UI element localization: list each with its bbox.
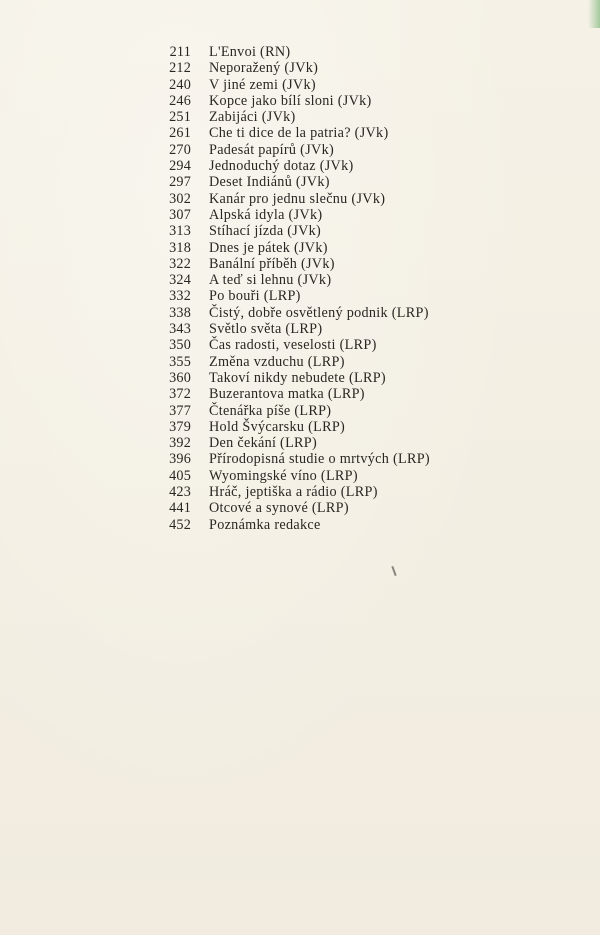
toc-page-number: 423 (169, 484, 191, 501)
toc-page-number: 360 (169, 369, 191, 386)
toc-page-number: 246 (169, 92, 191, 109)
toc-title: Po bouři (LRP) (209, 288, 301, 305)
toc-entry (155, 174, 575, 190)
toc-title: V jiné zemi (JVk) (209, 76, 316, 93)
toc-page-number: 212 (169, 60, 191, 77)
toc-page-number: 452 (169, 516, 191, 533)
toc-title: Světlo světa (LRP) (209, 321, 323, 338)
toc-entry (155, 500, 575, 516)
toc-title: Buzerantova matka (LRP) (209, 386, 365, 403)
toc-page-number: 343 (169, 321, 191, 338)
toc-page-number: 294 (169, 158, 191, 175)
table-of-contents (155, 44, 575, 533)
toc-entry (155, 109, 575, 125)
toc-title: Čas radosti, veselosti (LRP) (209, 337, 377, 354)
toc-entry (155, 125, 575, 141)
toc-entry (155, 484, 575, 500)
toc-page-number: 251 (169, 109, 191, 126)
toc-entry (155, 419, 575, 435)
toc-title: A teď si lehnu (JVk) (209, 272, 332, 289)
toc-page-number: 332 (169, 288, 191, 305)
toc-entry (155, 240, 575, 256)
toc-title: Hold Švýcarsku (LRP) (209, 418, 346, 435)
toc-title: Padesát papírů (JVk) (209, 141, 334, 158)
toc-entry (155, 223, 575, 239)
toc-entry (155, 77, 575, 93)
toc-page-number: 322 (169, 255, 191, 272)
toc-title: Deset Indiánů (JVk) (209, 174, 330, 191)
toc-title: Poznámka redakce (209, 516, 321, 533)
toc-entry (155, 435, 575, 451)
toc-title: Dnes je pátek (JVk) (209, 239, 328, 256)
toc-page-number: 270 (169, 141, 191, 158)
toc-title: Otcové a synové (LRP) (209, 500, 349, 517)
toc-page-number: 379 (169, 418, 191, 435)
toc-page-number: 313 (169, 223, 191, 240)
toc-title: Hráč, jeptiška a rádio (LRP) (209, 484, 378, 501)
toc-page-number: 297 (169, 174, 191, 191)
toc-entry (155, 207, 575, 223)
toc-page-number: 318 (169, 239, 191, 256)
toc-entry (155, 468, 575, 484)
toc-title: Wyomingské víno (LRP) (209, 467, 358, 484)
toc-entry (155, 517, 575, 533)
toc-title: Přírodopisná studie o mrtvých (LRP) (209, 451, 430, 468)
toc-page-number: 211 (169, 44, 191, 60)
toc-entry (155, 158, 575, 174)
toc-title: Neporažený (JVk) (209, 60, 319, 77)
toc-title: Stíhací jízda (JVk) (209, 223, 322, 240)
toc-entry (155, 44, 575, 60)
toc-entry (155, 60, 575, 76)
toc-page-number: 302 (169, 190, 191, 207)
toc-title: Banální příběh (JVk) (209, 255, 335, 272)
toc-page-number: 324 (169, 272, 191, 289)
toc-entry (155, 288, 575, 304)
toc-page-number: 372 (169, 386, 191, 403)
toc-page-number: 377 (169, 402, 191, 419)
toc-page-number: 307 (169, 206, 191, 223)
toc-entry (155, 370, 575, 386)
toc-title: Kanár pro jednu slečnu (JVk) (209, 190, 386, 207)
toc-entry (155, 403, 575, 419)
toc-page-number: 240 (169, 76, 191, 93)
stray-pencil-mark (391, 566, 396, 576)
toc-entry (155, 256, 575, 272)
toc-entry (155, 191, 575, 207)
toc-title: Takoví nikdy nebudete (LRP) (209, 369, 386, 386)
toc-page-number: 355 (169, 353, 191, 370)
toc-page-number: 441 (169, 500, 191, 517)
toc-entry (155, 142, 575, 158)
toc-entry (155, 321, 575, 337)
toc-entry (155, 272, 575, 288)
toc-title: Alpská idyla (JVk) (209, 206, 323, 223)
toc-entry (155, 337, 575, 353)
toc-entry (155, 451, 575, 467)
toc-entry (155, 305, 575, 321)
toc-title: Čtenářka píše (LRP) (209, 402, 332, 419)
page-edge-mark (588, 0, 600, 28)
toc-title: Zabijáci (JVk) (209, 109, 296, 126)
toc-page-number: 261 (169, 125, 191, 142)
toc-title: Jednoduchý dotaz (JVk) (209, 158, 354, 175)
toc-entry (155, 93, 575, 109)
toc-title: L'Envoi (RN) (209, 44, 291, 60)
toc-title: Che ti dice de la patria? (JVk) (209, 125, 389, 142)
toc-title: Změna vzduchu (LRP) (209, 353, 345, 370)
toc-entry (155, 354, 575, 370)
toc-page-number: 392 (169, 435, 191, 452)
toc-page-number: 350 (169, 337, 191, 354)
toc-title: Den čekání (LRP) (209, 435, 318, 452)
toc-title: Kopce jako bílí sloni (JVk) (209, 92, 372, 109)
toc-title: Čistý, dobře osvětlený podnik (LRP) (209, 304, 429, 321)
toc-page-number: 396 (169, 451, 191, 468)
toc-page-number: 405 (169, 467, 191, 484)
toc-entry (155, 386, 575, 402)
toc-page-number: 338 (169, 304, 191, 321)
